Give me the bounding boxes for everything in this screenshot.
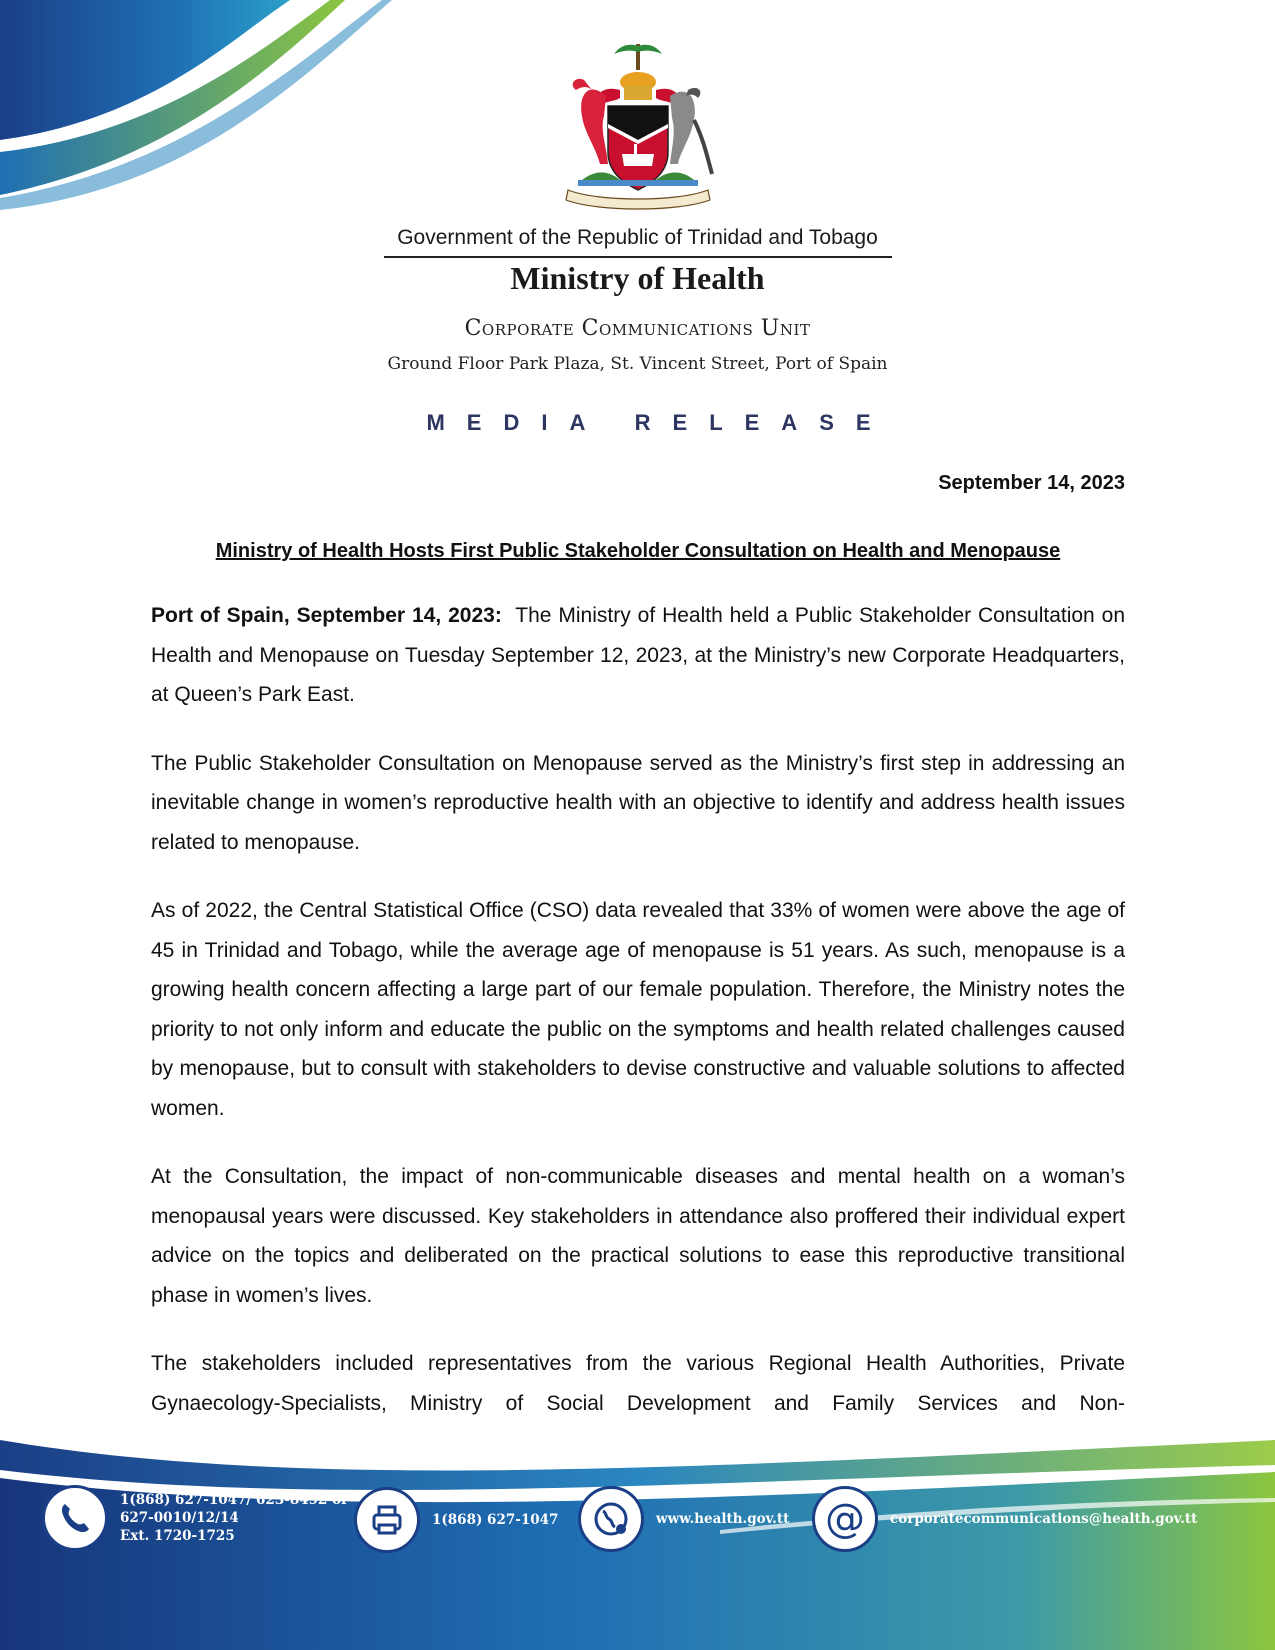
header-swoosh — [0, 0, 400, 210]
fax-number: 1(868) 627-1047 — [432, 1512, 559, 1528]
email-link[interactable]: corporatecommunications@health.gov.tt — [890, 1511, 1198, 1527]
globe-icon — [578, 1486, 644, 1552]
contact-website[interactable] — [578, 1486, 789, 1552]
phone-line-1: 1(868) 627-1047/ 623-8492 or — [120, 1492, 349, 1508]
footer — [0, 1430, 1275, 1650]
header-divider — [384, 256, 892, 258]
paragraph-1 — [151, 596, 1125, 715]
paragraph-4: At the Consultation, the impact of non-communicable diseases and mental health on a woman’s menopausal years were discussed. Key stakeholders in attendance also proffered their individual expert advice on the topics and deliberated on the practical solutions to ease this reproductive transitional phase in women’s lives. — [151, 1165, 1125, 1307]
contact-fax — [354, 1487, 558, 1553]
contact-phone — [42, 1485, 348, 1551]
paragraph-5: The stakeholders included representatives from the various Regional Health Authorities, Private Gynaecology-Specialists, Ministry of Social Development and Family Services and Non- — [151, 1352, 1125, 1415]
unit-address: Ground Floor Park Plaza, St. Vincent Street, Port of Spain — [387, 354, 888, 374]
at-icon: @ — [812, 1486, 878, 1552]
contact-email[interactable] — [812, 1486, 1197, 1552]
paragraph-1-text: The Ministry of Health held a Public Stakeholder Consultation on Health and Menopause on Tuesday September 12, 2023, at the Ministry’s new Corporate Headquarters, at Queen’s Park East. — [151, 604, 1125, 706]
website-link[interactable]: www.health.gov.tt — [656, 1511, 790, 1527]
unit-name: Corporate Communications Unit — [464, 316, 811, 341]
coat-of-arms-icon — [548, 40, 728, 210]
phone-line-2: 627-0010/12/14 — [120, 1510, 239, 1526]
phone-line-3: Ext. 1720-1725 — [120, 1528, 235, 1544]
release-body — [151, 596, 1125, 1423]
paragraph-3: As of 2022, the Central Statistical Office (CSO) data revealed that 33% of women were above the age of 45 in Trinidad and Tobago, while the average age of menopause is 51 years. As such, menopause is a growing health concern affecting a large part of our female population. Therefore, the Ministry notes the priority to not only inform and educate the public on the symptoms and health related challenges caused by menopause, but to consult with stakeholders to devise constructive and valuable solutions to affected women. — [151, 899, 1125, 1120]
release-date: September 14, 2023 — [938, 472, 1125, 494]
phone-icon — [42, 1485, 108, 1551]
ministry-name: Ministry of Health — [510, 260, 765, 296]
fax-icon — [354, 1487, 420, 1553]
dateline: Port of Spain, September 14, 2023: — [151, 604, 502, 627]
paragraph-2: The Public Stakeholder Consultation on Menopause served as the Ministry’s first step in addressing an inevitable change in women’s reproductive health with an objective to identify and address health issues related to menopause. — [151, 751, 1125, 854]
release-headline: Ministry of Health Hosts First Public Stakeholder Consultation on Health and Menopause — [215, 540, 1061, 562]
media-release-label: MEDIA RELEASE — [426, 410, 893, 435]
government-name: Government of the Republic of Trinidad and Tobago — [397, 226, 878, 249]
